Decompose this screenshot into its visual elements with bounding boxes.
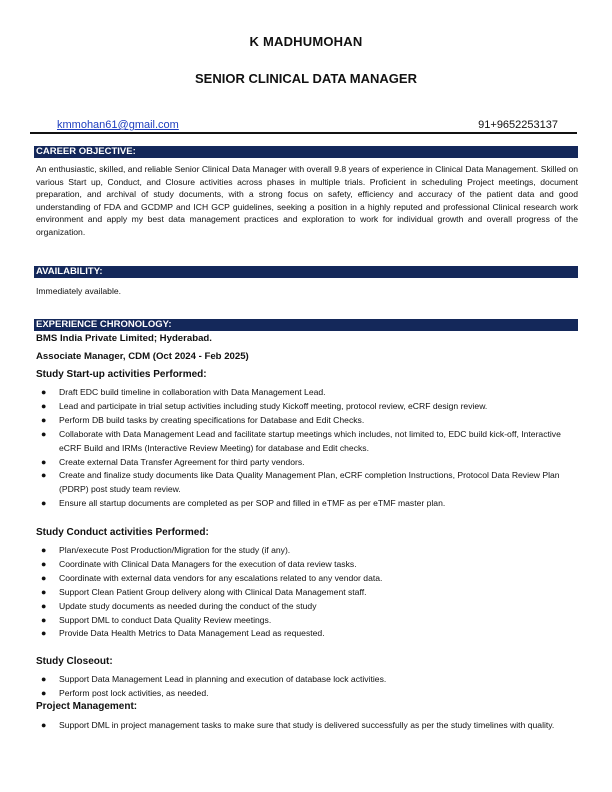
company-name: BMS India Private Limited; Hyderabad. bbox=[36, 333, 212, 344]
startup-list bbox=[36, 386, 584, 511]
contact-line bbox=[57, 119, 558, 133]
list-item: ● Collaborate with Data Management Lead and facilitate startup meetings which includes, not limited to, EDC build kick-off, Interactive eCRF Build and IRMs (Interactive Review Meeting) for database and Edit checks. bbox=[41, 428, 561, 453]
list-item: ● Coordinate with external data vendors for any escalations related to any vendor data. bbox=[36, 572, 584, 586]
conduct-heading: Study Conduct activities Performed: bbox=[36, 527, 209, 538]
bullet-icon: ● bbox=[41, 545, 47, 555]
bullet-icon: ● bbox=[41, 414, 47, 425]
career-objective-heading: CAREER OBJECTIVE: bbox=[34, 146, 578, 158]
project-management-heading: Project Management: bbox=[36, 701, 138, 712]
bullet-icon: ● bbox=[41, 628, 47, 639]
career-objective-text: An enthusiastic, skilled, and reliable Senior Clinical Data Manager with overall 9.8 years of experience in Clinical Data Management. Skilled on various Start up, Conduct, and Closure activities across phases in multiple trials. Proficient in scheduling Project meetings, document preparation, and archival of study documents, with a strong focus on safety, efficiency and accuracy of the patient data and good understanding of FDA and GCDMP and ICH GCP guidelines, seeking a position in a highly reputed and professional Clinical research work environment and apply my best data management practices and exploration to work for individual growth and overall progress of the organization. bbox=[36, 164, 578, 237]
bullet-icon: ● bbox=[41, 572, 47, 583]
list-item: ● Support Data Management Lead in planning and execution of database lock activities. bbox=[36, 673, 584, 687]
bullet-icon: ● bbox=[41, 600, 47, 611]
bullet-icon: ● bbox=[41, 470, 47, 481]
bullet-icon: ● bbox=[41, 456, 47, 467]
list-item: ● Update study documents as needed during the conduct of the study bbox=[36, 600, 584, 614]
bullet-icon: ● bbox=[41, 428, 47, 439]
list-item: ● Plan/execute Post Production/Migration for the study (if any). bbox=[36, 544, 584, 558]
role-title: Associate Manager, CDM (Oct 2024 - Feb 2025) bbox=[36, 351, 249, 362]
list-item: ● Lead and participate in trial setup activities including study Kickoff meeting, protocol review, eCRF design review. bbox=[36, 400, 584, 414]
list-item: ● Draft EDC build timeline in collaboration with Data Management Lead. bbox=[36, 386, 584, 400]
candidate-name: K MADHUMOHAN bbox=[249, 34, 363, 49]
conduct-list bbox=[36, 544, 584, 641]
list-item: ● Perform DB build tasks by creating specifications for Database and Edit Checks. bbox=[36, 414, 584, 428]
project-management-list bbox=[36, 719, 584, 733]
header-divider bbox=[30, 132, 577, 134]
list-item: ● Provide Data Health Metrics to Data Management Lead as requested. bbox=[36, 627, 584, 641]
availability-text: Immediately available. bbox=[36, 286, 122, 296]
closeout-heading: Study Closeout: bbox=[36, 656, 113, 667]
experience-heading: EXPERIENCE CHRONOLOGY: bbox=[34, 319, 578, 331]
list-item: ● Support DML in project management tasks to make sure that study is delivered successfully as per the study timelines with quality. bbox=[36, 719, 584, 733]
bullet-icon: ● bbox=[41, 558, 47, 569]
bullet-icon: ● bbox=[41, 720, 47, 730]
job-title: SENIOR CLINICAL DATA MANAGER bbox=[195, 71, 417, 86]
list-item: ● Coordinate with Clinical Data Managers for the execution of data review tasks. bbox=[36, 558, 584, 572]
bullet-icon: ● bbox=[41, 498, 47, 509]
list-item: ● Support Clean Patient Group delivery along with Clinical Data Management staff. bbox=[36, 586, 584, 600]
list-item: ● Support DML to conduct Data Quality Review meetings. bbox=[36, 614, 584, 628]
availability-heading: AVAILABILITY: bbox=[34, 266, 578, 278]
bullet-icon: ● bbox=[41, 400, 47, 411]
closeout-list bbox=[36, 673, 584, 701]
startup-heading: Study Start-up activities Performed: bbox=[36, 369, 207, 380]
phone-number: 91+9652253137 bbox=[478, 119, 558, 131]
bullet-icon: ● bbox=[41, 687, 47, 698]
bullet-icon: ● bbox=[41, 387, 47, 397]
list-item: ● Create and finalize study documents like Data Quality Management Plan, eCRF completion Instructions, Protocol Data Review Plan (PDRP) post study team review. bbox=[41, 470, 560, 495]
bullet-icon: ● bbox=[41, 614, 47, 625]
list-item: ● Create external Data Transfer Agreement for third party vendors. bbox=[36, 456, 584, 470]
bullet-icon: ● bbox=[41, 674, 47, 684]
list-item: ● Ensure all startup documents are completed as per SOP and filled in eTMF as per eTMF master plan. bbox=[36, 497, 584, 511]
list-item: ● Perform post lock activities, as needed. bbox=[36, 687, 584, 701]
bullet-icon: ● bbox=[41, 586, 47, 597]
email-link[interactable]: kmmohan61@gmail.com bbox=[57, 119, 179, 131]
